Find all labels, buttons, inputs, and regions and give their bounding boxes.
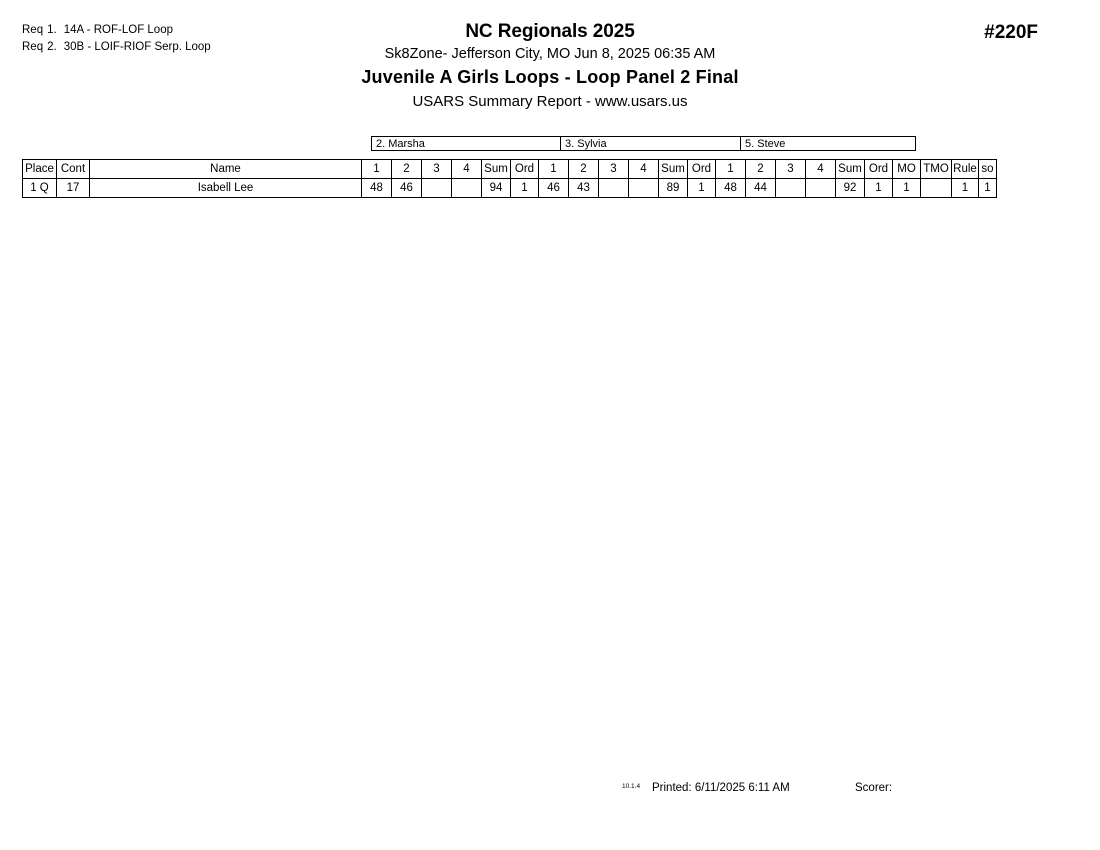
cell-so: 1 <box>979 179 997 198</box>
col-header-j3-ord: Ord <box>865 160 893 179</box>
requirement-label-1: Req <box>22 24 44 36</box>
judge-group-3: 5. Steve <box>740 136 916 151</box>
col-header-j1-ord: Ord <box>511 160 539 179</box>
col-header-j2-e3: 3 <box>599 160 629 179</box>
col-header-j1-e4: 4 <box>452 160 482 179</box>
cell-j3-e2: 44 <box>746 179 776 198</box>
requirement-text-1: 14A - ROF-LOF Loop <box>63 24 173 36</box>
cell-j3-e4 <box>806 179 836 198</box>
event-number: #220F <box>984 22 1038 43</box>
requirement-number-2: 2. <box>47 41 57 53</box>
event-title: Juvenile A Girls Loops - Loop Panel 2 Final <box>361 67 739 87</box>
col-header-j1-sum: Sum <box>482 160 511 179</box>
col-header-j2-e4: 4 <box>629 160 659 179</box>
cell-j3-ord: 1 <box>865 179 893 198</box>
col-header-j3-e2: 2 <box>746 160 776 179</box>
cell-j3-e3 <box>776 179 806 198</box>
report-header <box>0 20 1100 114</box>
col-header-place: Place <box>23 160 57 179</box>
col-header-j2-e2: 2 <box>569 160 599 179</box>
cell-j1-ord: 1 <box>511 179 539 198</box>
col-header-j3-e1: 1 <box>716 160 746 179</box>
version-label: 10.1.4 <box>622 783 641 790</box>
col-header-j2-e1: 1 <box>539 160 569 179</box>
col-header-mo: MO <box>893 160 921 179</box>
cell-j2-e4 <box>629 179 659 198</box>
col-header-rule: Rule <box>952 160 979 179</box>
col-header-j3-sum: Sum <box>836 160 865 179</box>
col-header-j3-e4: 4 <box>806 160 836 179</box>
report-subtitle: USARS Summary Report - www.usars.us <box>412 93 688 110</box>
cell-name: Isabell Lee <box>90 179 362 198</box>
requirement-number-1: 1. <box>47 24 57 36</box>
cell-j2-e3 <box>599 179 629 198</box>
cell-tmo <box>921 179 952 198</box>
cell-j2-sum: 89 <box>659 179 688 198</box>
venue-datetime: Sk8Zone- Jefferson City, MO Jun 8, 2025 06:35 AM <box>384 46 716 62</box>
cell-rule: 1 <box>952 179 979 198</box>
cell-place: 1 Q <box>23 179 57 198</box>
judge-group-1: 2. Marsha <box>371 136 560 151</box>
cell-cont: 17 <box>57 179 90 198</box>
cell-j1-e2: 46 <box>392 179 422 198</box>
cell-j1-e1: 48 <box>362 179 392 198</box>
col-header-j3-e3: 3 <box>776 160 806 179</box>
scorer-label: Scorer: <box>855 782 893 794</box>
printed-timestamp: Printed: 6/11/2025 6:11 AM <box>652 782 790 794</box>
col-header-j1-e2: 2 <box>392 160 422 179</box>
requirement-label-2: Req <box>22 41 44 53</box>
col-header-tmo: TMO <box>921 160 952 179</box>
cell-j1-e4 <box>452 179 482 198</box>
cell-j2-ord: 1 <box>688 179 716 198</box>
cell-j2-e1: 46 <box>539 179 569 198</box>
requirement-text-2: 30B - LOIF-RIOF Serp. Loop <box>63 41 211 53</box>
col-header-j1-e1: 1 <box>362 160 392 179</box>
col-header-j2-sum: Sum <box>659 160 688 179</box>
cell-j3-e1: 48 <box>716 179 746 198</box>
cell-j3-sum: 92 <box>836 179 865 198</box>
col-header-name: Name <box>90 160 362 179</box>
competition-title: NC Regionals 2025 <box>465 21 635 42</box>
table-row <box>23 179 997 198</box>
cell-j2-e2: 43 <box>569 179 599 198</box>
scores-table <box>22 159 997 198</box>
col-header-so: so <box>979 160 997 179</box>
cell-j1-sum: 94 <box>482 179 511 198</box>
col-header-j2-ord: Ord <box>688 160 716 179</box>
cell-mo: 1 <box>893 179 921 198</box>
judge-group-2: 3. Sylvia <box>560 136 740 151</box>
col-header-cont: Cont <box>57 160 90 179</box>
table-header-row <box>23 160 997 179</box>
cell-j1-e3 <box>422 179 452 198</box>
col-header-j1-e3: 3 <box>422 160 452 179</box>
